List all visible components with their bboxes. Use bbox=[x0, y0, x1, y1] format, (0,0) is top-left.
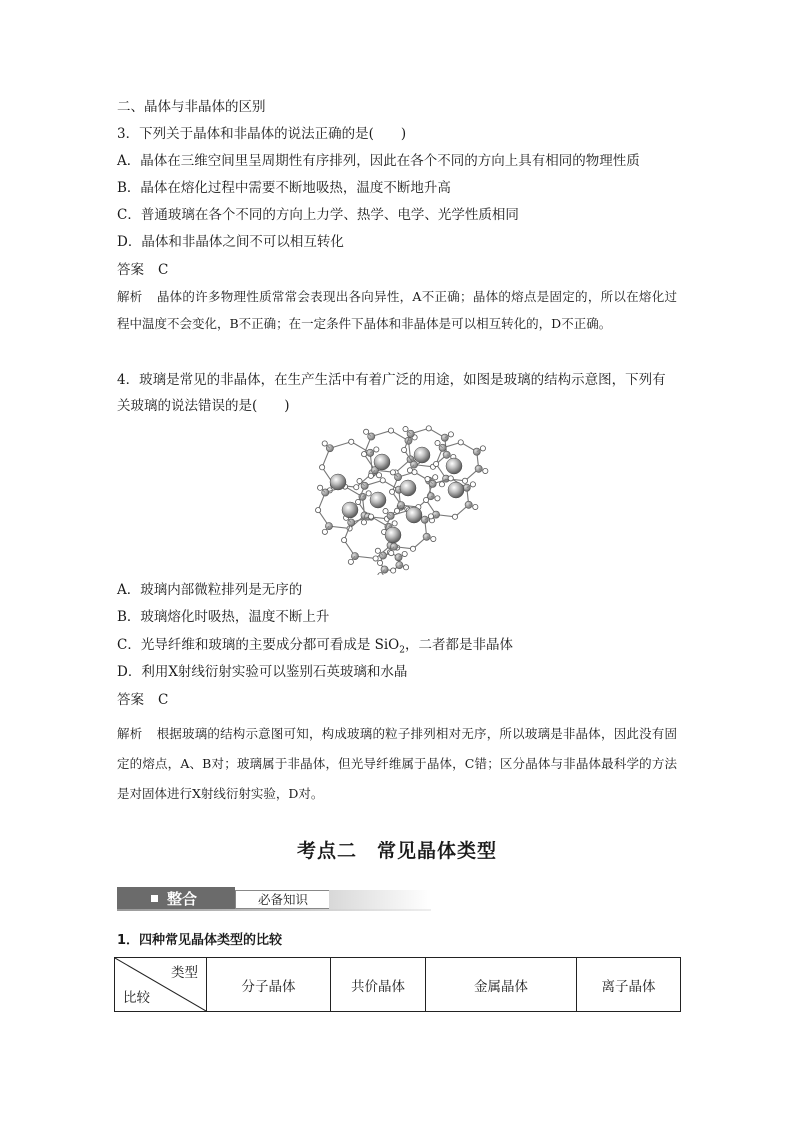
option-c-text: C．光导纤维和玻璃的主要成分都可看成是 SiO bbox=[117, 637, 400, 653]
oxygen-atom bbox=[375, 548, 380, 553]
oxygen-atom bbox=[389, 550, 394, 555]
cation-sphere bbox=[342, 502, 358, 518]
question-3-answer bbox=[117, 260, 168, 280]
oxygen-atom bbox=[402, 551, 407, 556]
question-4-answer bbox=[117, 690, 168, 710]
banner-secondary-label: 必备知识 bbox=[235, 890, 331, 909]
silicon-atom bbox=[475, 465, 482, 472]
oxygen-atom bbox=[458, 440, 463, 445]
oxygen-atom bbox=[424, 497, 429, 502]
answer-value: C bbox=[158, 692, 169, 708]
oxygen-atom bbox=[378, 573, 383, 575]
oxygen-atom bbox=[390, 470, 395, 475]
banner-primary-label: 整合 bbox=[167, 890, 198, 908]
oxygen-atom bbox=[435, 496, 440, 501]
oxygen-atom bbox=[380, 478, 385, 483]
oxygen-atom bbox=[470, 482, 475, 487]
question-3-option-a: A．晶体在三维空间里呈周期性有序排列，因此在各个不同的方向上具有相同的物理性质 bbox=[117, 153, 640, 169]
corner-bottom-label: 比较 bbox=[123, 990, 150, 1006]
oxygen-atom bbox=[391, 568, 396, 573]
answer-label: 答案 bbox=[117, 692, 144, 708]
cation-sphere bbox=[446, 458, 462, 474]
oxygen-atom bbox=[394, 508, 399, 513]
oxygen-atom bbox=[426, 426, 431, 431]
cation-sphere bbox=[330, 474, 346, 490]
explain-text: 晶体的许多物理性质常常会表现出各向异性，A不正确；晶体的熔点是固定的，所以在熔化过程中温度不会变化，B不正确；在一定条件下晶体和非晶体是可以相互转化的，D不正确。 bbox=[117, 289, 677, 331]
oxygen-atom bbox=[448, 432, 453, 437]
oxygen-atom bbox=[377, 560, 382, 565]
answer-label: 答案 bbox=[117, 262, 144, 278]
answer-value: C bbox=[158, 262, 169, 278]
oxygen-atom bbox=[357, 478, 362, 483]
glass-structure-diagram bbox=[298, 420, 503, 575]
oxygen-atom bbox=[374, 447, 379, 452]
silicon-atom bbox=[443, 451, 450, 458]
oxygen-atom bbox=[388, 428, 393, 433]
oxygen-atom bbox=[383, 508, 388, 513]
oxygen-atom bbox=[483, 468, 488, 473]
oxygen-atom bbox=[368, 514, 373, 519]
oxygen-atom bbox=[320, 465, 325, 470]
oxygen-atom bbox=[403, 426, 408, 431]
oxygen-atom bbox=[368, 473, 373, 478]
question-4-stem-line2: 关玻璃的说法错误的是( ) bbox=[117, 398, 290, 414]
cation-sphere bbox=[370, 492, 386, 508]
cation-sphere bbox=[374, 454, 390, 470]
oxygen-atom bbox=[439, 482, 444, 487]
cation-sphere bbox=[400, 480, 416, 496]
question-3-option-d: D．晶体和非晶体之间不可以相互转化 bbox=[117, 234, 344, 250]
cation-sphere bbox=[385, 527, 401, 543]
oxygen-atom bbox=[403, 565, 408, 570]
question-4-explanation bbox=[117, 719, 677, 809]
banner-primary bbox=[117, 887, 235, 911]
silicon-atom bbox=[398, 502, 405, 509]
silicon-atom bbox=[473, 448, 480, 455]
oxygen-atom bbox=[322, 441, 327, 446]
question-4-option-d: D．利用X射线衍射实验可以鉴别石英玻璃和水晶 bbox=[117, 664, 408, 680]
option-c-text-end: ，二者都是非晶体 bbox=[405, 637, 513, 653]
question-4-option-c bbox=[117, 635, 513, 661]
question-3-explanation bbox=[117, 283, 677, 337]
oxygen-atom bbox=[433, 475, 438, 480]
section-banner bbox=[117, 887, 431, 911]
question-4-option-a: A．玻璃内部微粒排列是无序的 bbox=[117, 582, 303, 598]
oxygen-atom bbox=[364, 429, 369, 434]
silicon-atom bbox=[367, 449, 374, 456]
table-header-cell: 金属晶体 bbox=[426, 958, 577, 1012]
cation-sphere bbox=[414, 447, 430, 463]
table-corner-cell bbox=[115, 958, 207, 1012]
oxygen-atom bbox=[448, 476, 453, 481]
silicon-atom bbox=[351, 553, 358, 560]
cation-sphere bbox=[406, 507, 422, 523]
oxygen-atom bbox=[362, 452, 367, 457]
silicon-atom bbox=[381, 566, 388, 573]
corner-top-label: 类型 bbox=[171, 965, 198, 981]
oxygen-atom bbox=[366, 491, 371, 496]
oxygen-atom bbox=[389, 489, 394, 494]
oxygen-atom bbox=[452, 514, 457, 519]
explain-text: 根据玻璃的结构示意图可知，构成玻璃的粒子排列相对无序，所以玻璃是非晶体，因此没有固定的熔点，A、B对；玻璃属于非晶体，但光导纤维属于晶体，C错；区分晶体与非晶体最科学的方法是对固体进行X射线衍射实验，D对。 bbox=[117, 726, 677, 801]
oxygen-atom bbox=[410, 546, 415, 551]
oxygen-atom bbox=[373, 556, 378, 561]
question-3-option-c: C．普通玻璃在各个不同的方向上力学、热学、电学、光学性质相同 bbox=[117, 207, 519, 223]
oxygen-atom bbox=[361, 520, 366, 525]
silicon-atom bbox=[441, 434, 448, 441]
oxygen-atom bbox=[349, 439, 354, 444]
explain-label: 解析 bbox=[117, 289, 143, 304]
silicon-atom bbox=[390, 543, 397, 550]
section-heading: 二、晶体与非晶体的区别 bbox=[117, 99, 266, 115]
oxygen-atom bbox=[428, 514, 433, 519]
subsection-heading: 1．四种常见晶体类型的比较 bbox=[117, 933, 283, 948]
section-title: 考点二 常见晶体类型 bbox=[296, 840, 497, 862]
oxygen-atom bbox=[462, 478, 467, 483]
cation-sphere bbox=[448, 482, 464, 498]
oxygen-atom bbox=[354, 485, 359, 490]
table-header-cell: 离子晶体 bbox=[577, 958, 681, 1012]
oxygen-atom bbox=[425, 476, 430, 481]
question-3-stem: 3．下列关于晶体和非晶体的说法正确的是( ) bbox=[117, 126, 407, 142]
explain-label: 解析 bbox=[117, 726, 143, 741]
table-header-cell: 分子晶体 bbox=[207, 958, 331, 1012]
oxygen-atom bbox=[412, 470, 417, 475]
oxygen-atom bbox=[435, 440, 440, 445]
oxygen-atom bbox=[392, 521, 397, 526]
silicon-atom bbox=[410, 461, 417, 468]
oxygen-atom bbox=[342, 538, 347, 543]
oxygen-atom bbox=[480, 446, 485, 451]
oxygen-atom bbox=[322, 529, 327, 534]
question-3-option-b: B．晶体在熔化过程中需要不断地吸热，温度不断地升高 bbox=[117, 180, 451, 196]
silicon-atom bbox=[421, 516, 428, 523]
oxygen-atom bbox=[402, 447, 407, 452]
table-header-cell: 共价晶体 bbox=[331, 958, 426, 1012]
table-header-row bbox=[115, 958, 681, 1012]
oxygen-atom bbox=[348, 559, 353, 564]
oxygen-atom bbox=[434, 461, 439, 466]
crystal-type-table bbox=[114, 957, 681, 1012]
oxygen-atom bbox=[473, 504, 478, 509]
oxygen-atom bbox=[376, 473, 381, 478]
oxygen-atom bbox=[356, 499, 361, 504]
oxygen-atom bbox=[318, 485, 323, 490]
oxygen-atom bbox=[316, 508, 321, 513]
option-c-subscript: 2 bbox=[399, 645, 405, 656]
silicon-atom bbox=[465, 501, 472, 508]
square-bullet-icon bbox=[151, 895, 158, 902]
silicon-atom bbox=[463, 484, 470, 491]
question-4-stem-line1: 4．玻璃是常见的非晶体，在生产生活中有着广泛的用途，如图是玻璃的结构示意图，下列有 bbox=[117, 372, 666, 388]
oxygen-atom bbox=[431, 536, 436, 541]
question-4-option-b: B．玻璃熔化时吸热，温度不断上升 bbox=[117, 609, 330, 625]
